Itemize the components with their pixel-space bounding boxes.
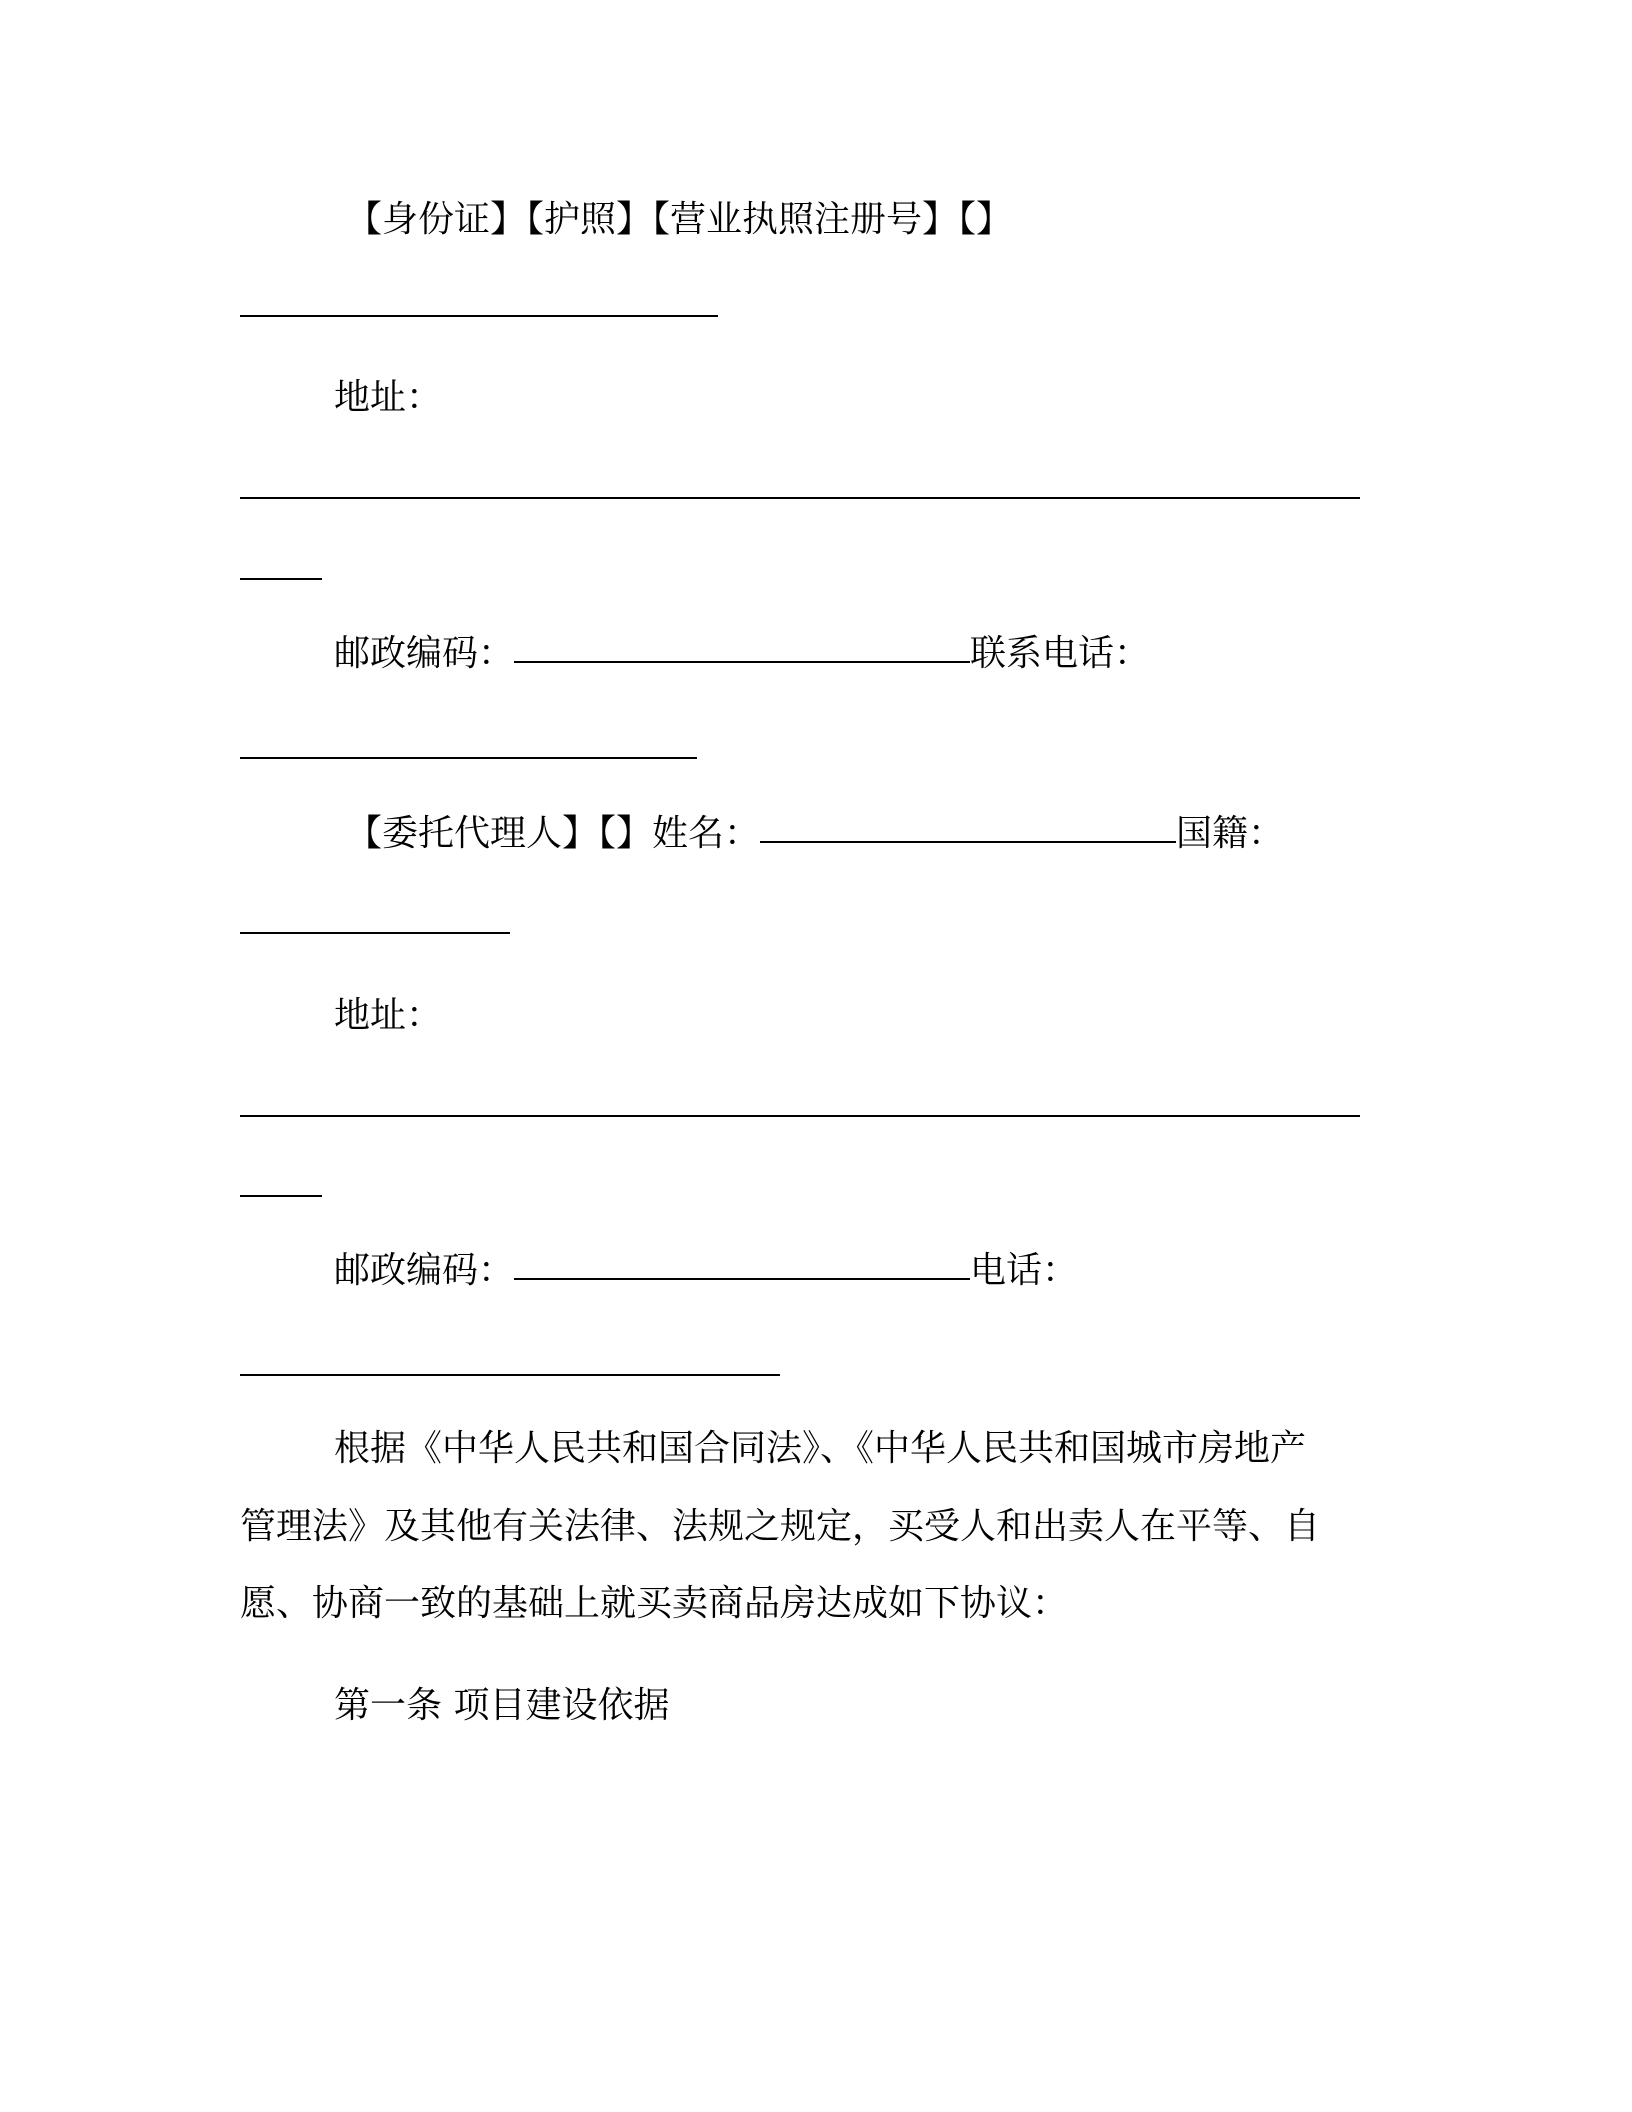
preamble-line-1: 根据《中华人民共和国合同法》、《中华人民共和国城市房地产 [334,1428,1307,1469]
agent-address-blank-1 [240,1115,1360,1117]
article-1-title: 第一条 项目建设依据 [334,1685,670,1726]
preamble-line-3: 愿、协商一致的基础上就买卖商品房达成如下协议： [240,1583,1069,1624]
seller-address-label: 地址： [334,377,443,418]
seller-postcode-label: 邮政编码： [334,633,515,674]
agent-name-blank [760,841,1176,843]
agent-phone-label: 电话： [970,1250,1079,1291]
agent-name-line [346,810,1284,858]
seller-postcode-line [334,630,1150,678]
seller-address-blank-1 [240,497,1360,499]
preamble-line-2: 管理法》及其他有关法律、法规之规定，买受人和出卖人在平等、自 [240,1506,1321,1547]
agent-name-label: 【委托代理人】【】姓名： [346,813,761,854]
agent-address-blank-2 [240,1195,322,1197]
seller-postcode-blank [514,661,970,663]
agent-postcode-label: 邮政编码： [334,1250,515,1291]
agent-address-label: 地址： [334,995,443,1036]
agent-phone-blank [240,1374,780,1376]
seller-phone-label: 联系电话： [970,633,1151,674]
id-type-options: 【身份证】【护照】【营业执照注册号】【】 [346,199,1013,240]
id-number-blank [240,315,718,317]
agent-postcode-line [334,1247,1078,1295]
agent-postcode-blank [514,1278,970,1280]
agent-nationality-blank [240,932,510,934]
seller-phone-blank [240,757,697,759]
seller-address-blank-2 [240,578,322,580]
agent-nationality-label: 国籍： [1176,813,1285,854]
